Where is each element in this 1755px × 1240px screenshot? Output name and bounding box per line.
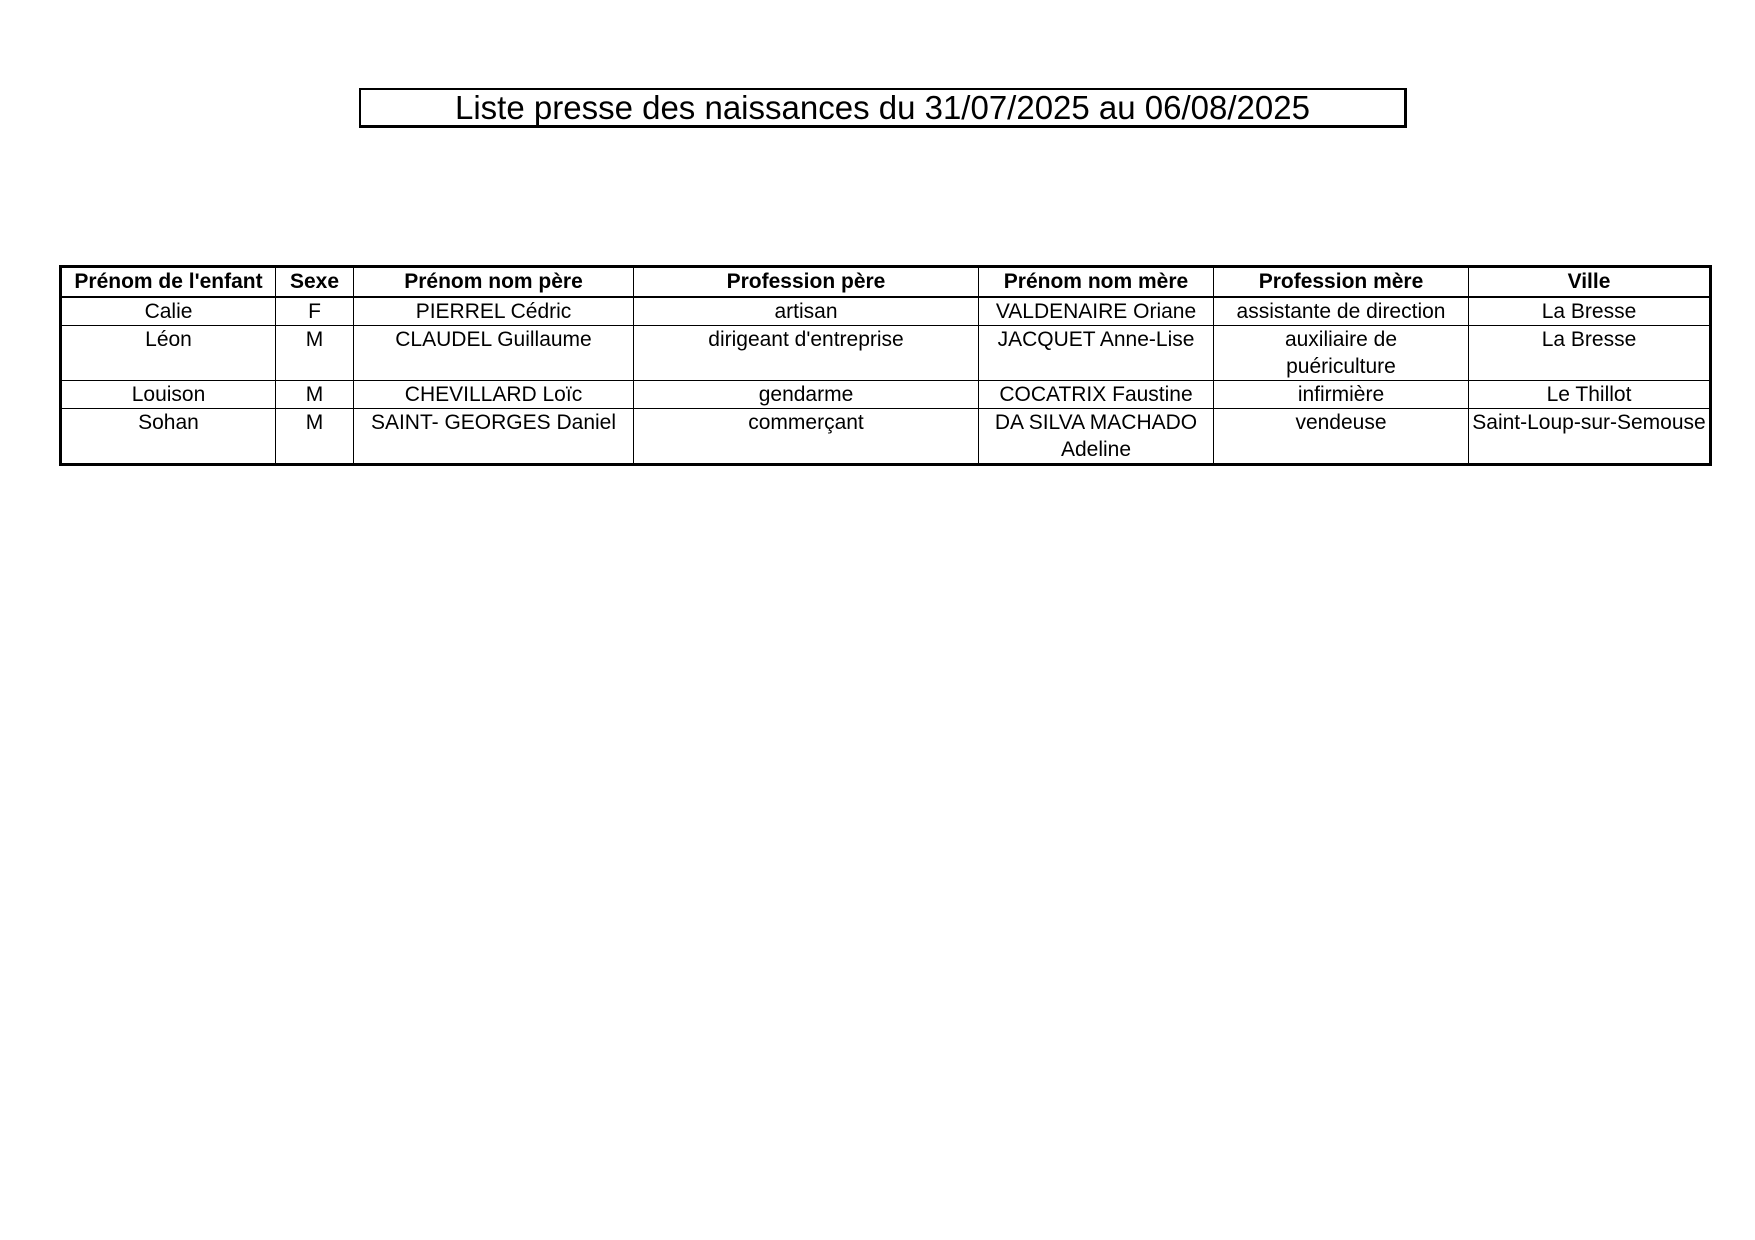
page-title: Liste presse des naissances du 31/07/2025 au 06/08/2025 [359, 88, 1407, 128]
cell-mother-profession: vendeuse [1214, 409, 1469, 465]
cell-father-name: SAINT- GEORGES Daniel [354, 409, 634, 465]
table-row [61, 326, 1711, 381]
cell-father-profession: commerçant [634, 409, 979, 465]
cell-mother-profession: auxiliaire de puériculture [1214, 326, 1469, 381]
cell-father-profession: artisan [634, 297, 979, 326]
header-father-profession: Profession père [634, 267, 979, 298]
header-city: Ville [1469, 267, 1711, 298]
cell-child-first-name: Louison [61, 381, 276, 409]
cell-father-profession: gendarme [634, 381, 979, 409]
header-mother-profession: Profession mère [1214, 267, 1469, 298]
cell-child-first-name: Calie [61, 297, 276, 326]
header-father-name: Prénom nom père [354, 267, 634, 298]
cell-mother-name: JACQUET Anne-Lise [979, 326, 1214, 381]
table-row [61, 409, 1711, 465]
births-table [59, 265, 1712, 466]
cell-mother-profession: assistante de direction [1214, 297, 1469, 326]
table-row [61, 381, 1711, 409]
cell-sex: M [276, 409, 354, 465]
cell-mother-profession: infirmière [1214, 381, 1469, 409]
cell-sex: F [276, 297, 354, 326]
cell-sex: M [276, 381, 354, 409]
cell-city: Saint-Loup-sur-Semouse [1469, 409, 1711, 465]
cell-father-name: CLAUDEL Guillaume [354, 326, 634, 381]
header-child-first-name: Prénom de l'enfant [61, 267, 276, 298]
cell-sex: M [276, 326, 354, 381]
cell-city: Le Thillot [1469, 381, 1711, 409]
table-header-row [61, 267, 1711, 298]
header-mother-name: Prénom nom mère [979, 267, 1214, 298]
cell-mother-name: VALDENAIRE Oriane [979, 297, 1214, 326]
cell-child-first-name: Léon [61, 326, 276, 381]
cell-father-profession: dirigeant d'entreprise [634, 326, 979, 381]
header-sex: Sexe [276, 267, 354, 298]
cell-father-name: PIERREL Cédric [354, 297, 634, 326]
cell-city: La Bresse [1469, 326, 1711, 381]
cell-child-first-name: Sohan [61, 409, 276, 465]
cell-mother-name: COCATRIX Faustine [979, 381, 1214, 409]
table-row [61, 297, 1711, 326]
cell-father-name: CHEVILLARD Loïc [354, 381, 634, 409]
cell-city: La Bresse [1469, 297, 1711, 326]
cell-mother-name: DA SILVA MACHADO Adeline [979, 409, 1214, 465]
